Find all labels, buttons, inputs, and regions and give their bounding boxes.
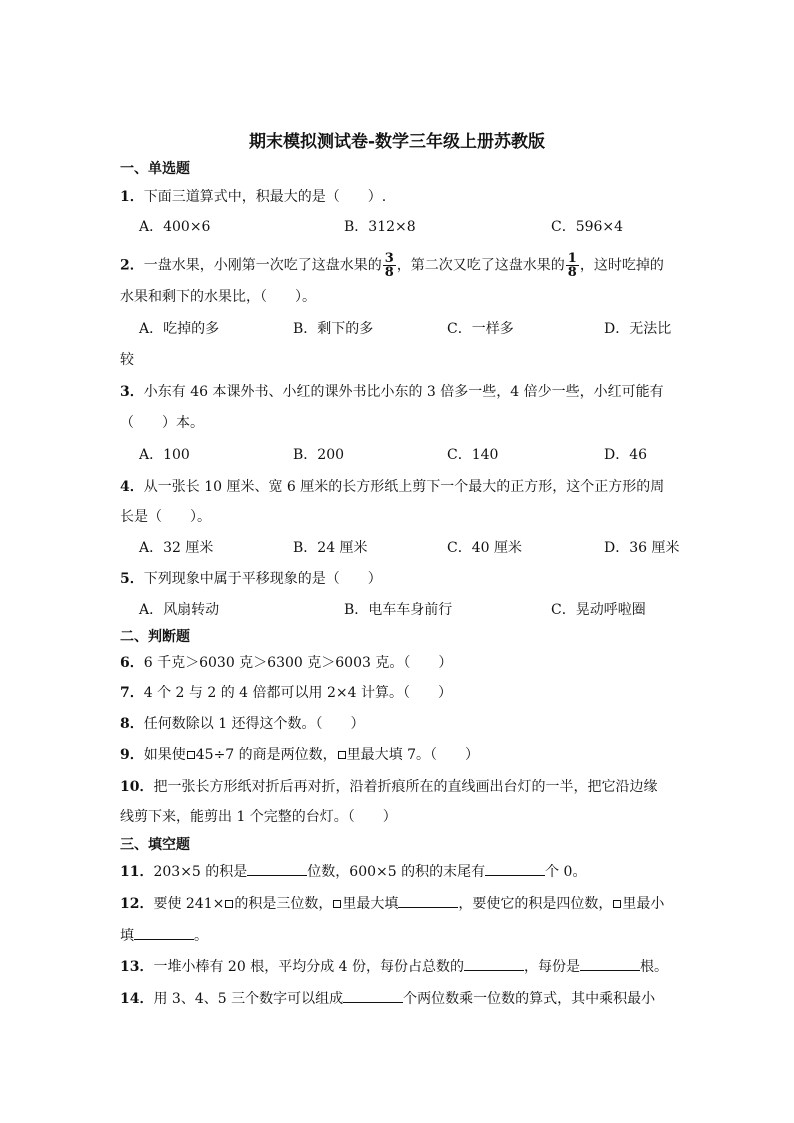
question-number: 6．	[120, 655, 144, 671]
question-text-part: ，每份是	[524, 959, 581, 975]
question-2	[120, 252, 664, 279]
answer-blank[interactable]	[398, 893, 458, 908]
question-text-part: 。	[194, 928, 208, 944]
question-number: 8．	[120, 716, 144, 732]
question-7	[120, 683, 452, 703]
question-text-part: 个 0。	[545, 864, 587, 880]
question-text-part: ，这时吃掉的	[579, 257, 664, 274]
question-9	[120, 745, 479, 765]
question-text: 下列现象中属于平移现象的是（ ）	[143, 571, 382, 587]
question-text-part: 个两位数乘一位数的算式，其中乘积最小	[403, 991, 656, 1007]
q5-option-a: A．风扇转动	[139, 602, 220, 618]
question-number: 5．	[120, 571, 144, 587]
section-heading-single-choice: 一、单选题	[120, 161, 190, 177]
q5-option-b: B．电车车身前行	[344, 602, 453, 618]
question-number: 12．	[120, 896, 154, 912]
question-text-part: 根。	[640, 959, 669, 975]
question-1	[120, 187, 386, 207]
q2-option-c: C．一样多	[447, 321, 514, 337]
q4-option-d: D．36 厘米	[604, 540, 680, 556]
q3-option-a: A．100	[139, 447, 190, 463]
question-text-part: 203×5 的积是	[153, 864, 248, 880]
question-6	[120, 653, 452, 673]
q2-option-a: A．吃掉的多	[139, 321, 220, 337]
answer-blank[interactable]	[134, 925, 194, 940]
question-text: 下面三道算式中，积最大的是（ ）.	[143, 189, 387, 205]
blank-square-icon	[225, 900, 233, 908]
q1-option-b: B．312×8	[344, 219, 416, 235]
page-title: 期末模拟测试卷-数学三年级上册苏教版	[248, 132, 546, 152]
question-text-part: 里最小	[622, 896, 665, 912]
question-text: 4 个 2 与 2 的 4 倍都可以用 2×4 计算。（ ）	[143, 685, 452, 701]
q4-line-2: 长是（ ）。	[120, 509, 211, 525]
question-text-part: 里最大填	[342, 896, 399, 912]
question-number: 1．	[120, 189, 144, 205]
question-number: 3．	[120, 384, 144, 400]
question-5	[120, 569, 382, 589]
question-text-part: 如果使	[143, 747, 186, 763]
fraction-1-8: $\frac{1}{8}$	[567, 251, 577, 280]
blank-square-icon	[187, 751, 195, 759]
answer-blank[interactable]	[580, 956, 640, 971]
question-text-part: 位数，600×5 的积的末尾有	[307, 864, 486, 880]
question-text: 小东有 46 本课外书、小红的课外书比小东的 3 倍多一些，4 倍少一些，小红可能有	[143, 384, 664, 400]
question-number: 10．	[120, 779, 154, 795]
question-text-part: 要使 241×	[153, 896, 225, 912]
q12-line-2	[120, 925, 208, 946]
question-number: 13．	[120, 959, 154, 975]
question-text-part: ，第二次又吃了这盘水果的	[396, 257, 565, 274]
question-text-part: 填	[120, 928, 134, 944]
question-12	[120, 893, 664, 914]
q5-option-c: C．晃动呼啦圈	[551, 602, 646, 618]
q1-option-c: C．596×4	[551, 219, 624, 235]
q4-option-b: B．24 厘米	[293, 540, 368, 556]
question-number: 11．	[120, 864, 154, 880]
answer-blank[interactable]	[343, 988, 403, 1003]
q2-line-2: 水果和剩下的水果比，（ ）。	[120, 289, 316, 305]
question-text-part: 的积是三位数，	[234, 896, 333, 912]
q3-option-b: B．200	[293, 447, 345, 463]
q2-option-b: B．剩下的多	[293, 321, 374, 337]
question-text-part: 一盘水果，小刚第一次吃了这盘水果的	[143, 257, 382, 274]
section-heading-fill-blank: 三、填空题	[120, 837, 190, 853]
fraction-3-8: $\frac{3}{8}$	[384, 251, 394, 280]
q4-option-a: A．32 厘米	[139, 540, 214, 556]
q2-option-d: D．无法比	[604, 321, 672, 337]
question-text: 把一张长方形纸对折后再对折，沿着折痕所在的直线画出台灯的一半，把它沿边缘	[153, 779, 658, 795]
answer-blank[interactable]	[247, 861, 307, 876]
blank-square-icon	[333, 900, 341, 908]
blank-square-icon	[613, 900, 621, 908]
q10-line-2: 线剪下来，能剪出 1 个完整的台灯。（ ）	[120, 809, 397, 825]
q1-option-a: A．400×6	[139, 219, 211, 235]
question-text-part: ，要使它的积是四位数，	[458, 896, 613, 912]
question-number: 14．	[120, 991, 154, 1007]
question-text-part: 里最大填 7。（ ）	[346, 747, 480, 763]
section-heading-true-false: 二、判断题	[120, 629, 190, 645]
question-14	[120, 988, 655, 1009]
q3-option-d: D．46	[604, 447, 648, 463]
question-text: 从一张长 10 厘米、宽 6 厘米的长方形纸上剪下一个最大的正方形，这个正方形的周	[143, 479, 665, 495]
question-3	[120, 382, 664, 402]
q3-option-c: C．140	[447, 447, 499, 463]
question-4	[120, 477, 664, 497]
question-text-part: 45÷7 的商是两位数，	[195, 747, 337, 763]
question-11	[120, 861, 586, 882]
question-13	[120, 956, 668, 977]
question-text-part: 一堆小棒有 20 根，平均分成 4 份，每份占总数的	[153, 959, 465, 975]
answer-blank[interactable]	[485, 861, 545, 876]
question-number: 7．	[120, 685, 144, 701]
q2-option-d-cont: 较	[120, 352, 134, 368]
question-text: 6 千克＞6030 克＞6300 克＞6003 克。（ ）	[143, 655, 453, 671]
question-number: 2．	[120, 257, 144, 274]
answer-blank[interactable]	[464, 956, 524, 971]
question-text: 任何数除以 1 还得这个数。（ ）	[143, 716, 365, 732]
q3-line-2: （ ）本。	[120, 415, 204, 431]
q4-option-c: C．40 厘米	[447, 540, 522, 556]
question-number: 4．	[120, 479, 144, 495]
question-8	[120, 714, 365, 734]
question-10	[120, 777, 657, 797]
question-number: 9．	[120, 747, 144, 763]
question-text-part: 用 3、4、5 三个数字可以组成	[153, 991, 344, 1007]
blank-square-icon	[338, 751, 346, 759]
